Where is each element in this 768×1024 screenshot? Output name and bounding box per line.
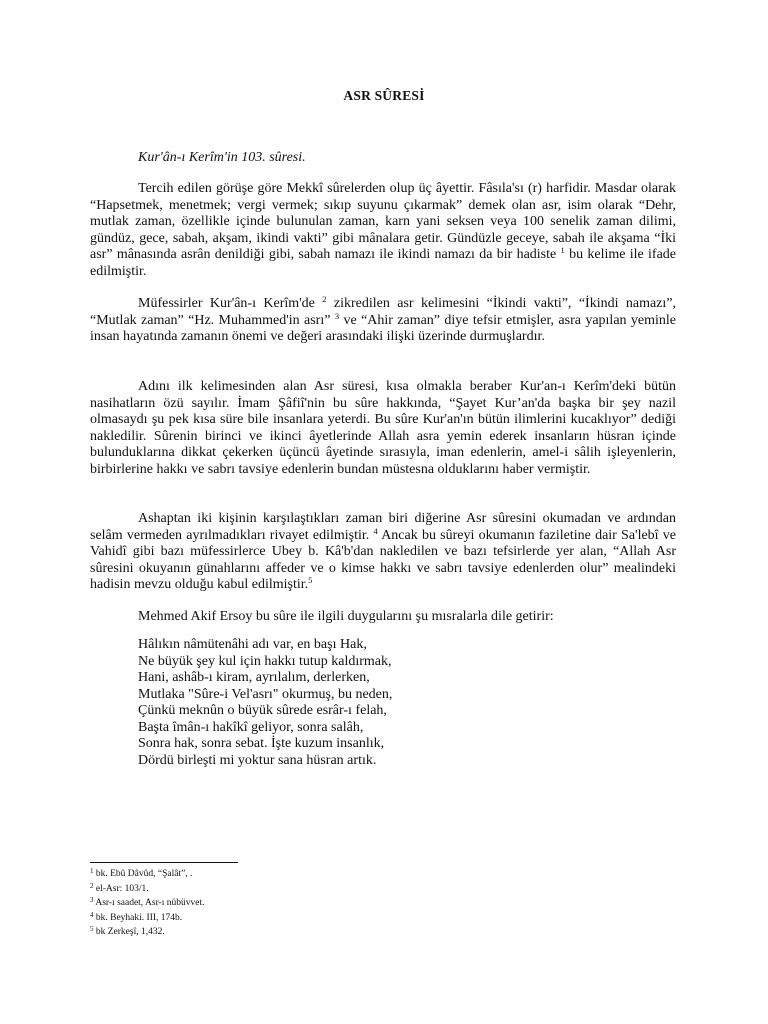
footnote-item [90, 867, 204, 882]
footnote-item [90, 896, 204, 911]
footnote-divider [90, 862, 238, 863]
footnote-item [90, 911, 204, 926]
poem-line: Sonra hak, sonra sebat. İşte kuzum insanlık, [138, 736, 385, 751]
poem-line: Mutlaka "Sûre-i Vel'asrı" okurmuş, bu neden, [138, 686, 393, 702]
footnote-text: bk Zerkeşî, 1,432. [95, 927, 165, 937]
page-subtitle: Kur'ân-ı Kerîm'in 103. sûresi. [138, 150, 306, 165]
footnote-number: 2 [90, 881, 94, 890]
footnote-text: Asr-ı saadet, Asr-ı nübüvvet. [95, 898, 205, 908]
paragraph-4 [90, 511, 676, 594]
footnote-number: 1 [90, 867, 94, 875]
poem-line: Başta îmân-ı hakîkî geliyor, sonra salâh, [138, 719, 364, 735]
paragraph-5 [90, 609, 676, 626]
footnote-ref-3[interactable]: 3 [334, 310, 340, 321]
paragraph-2-text-a: Müfessirler Kur'ân-ı Kerîm'de [138, 296, 315, 311]
paragraph-3-text-a: Adını ilk kelimesinden alan Asr süresi, kısa olmakla beraber Kur'an-ı Kerîm'deki bütün nasihatların özü sayılır. İmam Şâfiî'nin bu sûre hakkında, “Şayet Kur’an'da başka bir şey nazil olmasaydı şu pek kısa süre bile insanlara yeterdi. Bu sûre Kur'an'ın bütün ilimlerini kucaklıyor” dediği nakledilir. Sûrenin birinci ve ikinci âyetlerinde Allah asra yemin ederek insanların hüsran içinde bulunduklarına dikkat çekerken üçüncü âyetinde sırasıyla, iman edenlerin, amel-i sâlih işleyenlerin, birbirlerine hakkı ve sabrı tavsiye edenlerin bundan müstesna olduklarını haber vermiştir. [90, 379, 676, 477]
footnote-item [90, 925, 204, 940]
footnote-number: 3 [90, 896, 94, 904]
poem-line: Çünkü meknûn o büyük sûrede esrâr-ı felah, [138, 703, 387, 718]
footnote-number: 5 [90, 925, 94, 933]
poem-line: Dördü birleşti mi yoktur sana hüsran artık. [138, 752, 377, 768]
paragraph-1-text-a: Tercih edilen görüşe göre Mekkî sûrelerden olup üç âyettir. Fâsıla'sı (r) harfidir. Masdar olarak “Hapsetmek, menetmek; vergi vermek; sıkıp suyunu çıkarmak” demek olan asr, isim olarak “Dehr, mutlak zaman, özellikle içinde bulunulan zaman, karn yani seksen veya 100 senelik zaman dilimi, gündüz, gece, sabah, akşam, ikindi vakti” gibi mânalara getir. Gündüzle geceye, sabah ile akşama “İki asr” mânasında asrân denildiği gibi, sabah namazı ile ikindi namazı da bir hadiste [90, 181, 676, 262]
paragraph-4-text-b: Ancak bu sûreyi okumanın faziletine dair Sa'lebî ve Vahidî gibi bazı müfessirlerce Ubey b. Kâ'b'dan nakledilen ve bazı tefsirlerde yer alan, “Allah Asr sûresini okuyanın günahlarını affeder ve o kimse hakkı ve sabrı tavsiye edenlerden olur” mealindeki hadisin mevzu olduğu kabul edilmiştir. [90, 527, 676, 592]
paragraph-1-text-b: bu kelime ile ifade edilmiştir. [90, 247, 677, 279]
paragraph-2-text-b: zikredilen asr kelimesini “İkindi vakti”, “İkindi namazı”, “Mutlak zaman” “Hz. Muhammed'in asrı” [90, 296, 676, 328]
poem-line: Hani, ashâb-ı kiram, ayrılalım, derlerken, [138, 670, 370, 685]
footnote-text: el-Asr: 103/1. [95, 883, 149, 894]
footnote-number: 4 [90, 910, 94, 919]
footnote-text: bk. Beyhaki. III, 174b. [95, 912, 183, 923]
paragraph-3 [90, 379, 676, 478]
page-title: ASR SÛRESİ [343, 88, 425, 103]
paragraph-5-text-a: Mehmed Akif Ersoy bu sûre ile ilgili duygularını şu mısralarla dile getirir: [138, 609, 554, 624]
footnote-text: bk. Ebû Dâvûd, “Şalât”, . [95, 869, 193, 879]
paragraph-4-text-a: Ashaptan iki kişinin karşılaştıkları zaman biri diğerine Asr sûresini okumadan ve ardından selâm vermeden ayrılmadıkları rivayet edilmiştir. [90, 511, 676, 543]
footnote-ref-2[interactable]: 2 [322, 294, 327, 304]
poem-line: Hâlıkın nâmütenâhi adı var, en başı Hak, [138, 637, 367, 652]
poem [138, 637, 392, 769]
footnote-ref-1[interactable]: 1 [560, 245, 565, 255]
footnote-ref-5[interactable]: 5 [308, 575, 313, 585]
footnote-ref-4[interactable]: 4 [373, 525, 378, 536]
footnotes [90, 867, 204, 940]
paragraph-2-text-c: ve “Ahir zaman” diye tefsir etmişler, asra yapılan yeminle insan hayatında zamanın önemi ve değeri arasındaki ilişki üzerinde durmuşlardır. [90, 312, 677, 344]
paragraph-2 [90, 296, 676, 346]
poem-line: Ne büyük şey kul için hakkı tutup kaldırmak, [138, 653, 392, 669]
paragraph-1 [90, 181, 676, 280]
footnote-item [90, 882, 204, 897]
